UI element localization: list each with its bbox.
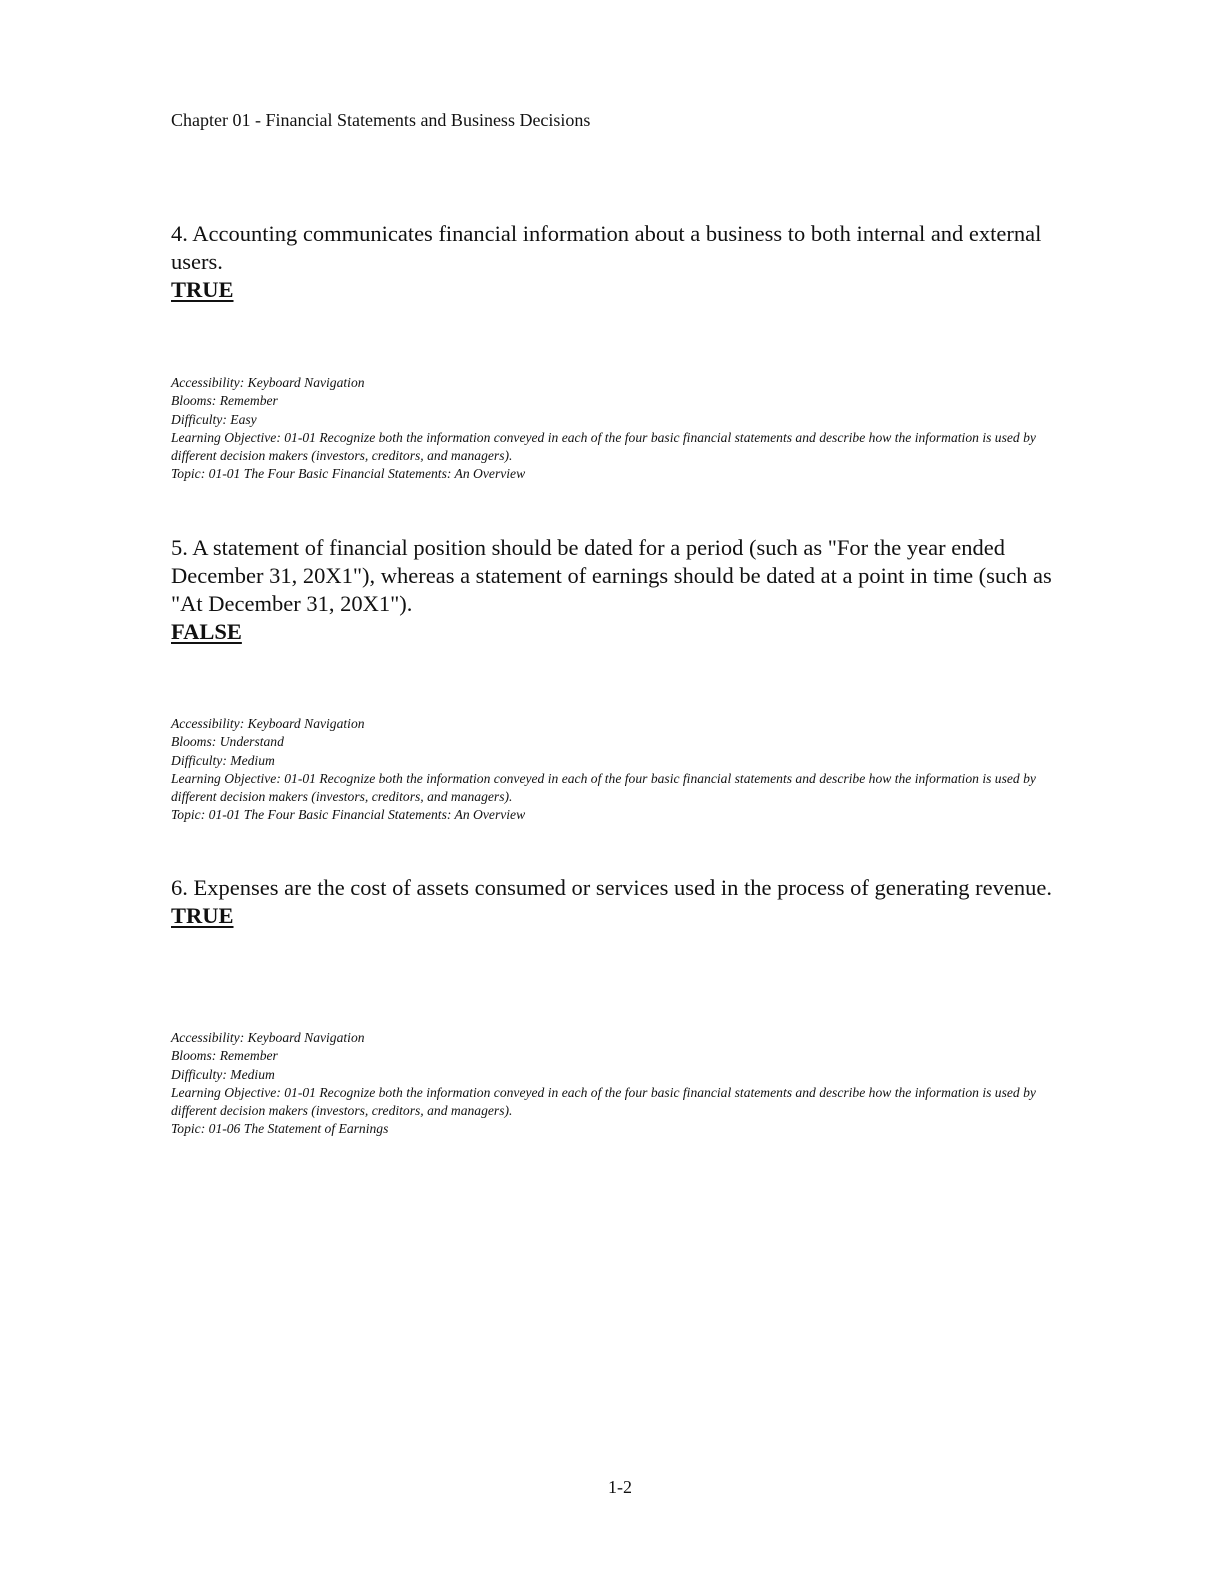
meta-blooms: Blooms: Remember [171,1048,278,1064]
answer-label: TRUE [171,903,234,928]
question-text: 6. Expenses are the cost of assets consumed or services used in the process of generating revenue. [171,875,1052,900]
meta-blooms: Blooms: Remember [171,393,278,409]
question-block [171,220,1071,304]
meta-difficulty: Difficulty: Medium [171,1066,275,1082]
meta-topic: Topic: 01-06 The Statement of Earnings [171,1121,389,1137]
meta-learning-objective: Learning Objective: 01-01 Recognize both the information conveyed in each of the four basic financial statements and describe how the information is used by different decision makers (investors, creditors, and managers). [171,429,1036,464]
meta-accessibility: Accessibility: Keyboard Navigation [171,716,365,731]
question-block [171,534,1071,646]
question-text: 5. A statement of financial position should be dated for a period (such as "For the year ended December 31, 20X1"), whereas a statement of earnings should be dated at a point in time (such as "At December 31, 20X1"). [171,535,1052,616]
question-metadata [171,1029,1071,1139]
meta-accessibility: Accessibility: Keyboard Navigation [171,375,365,390]
page-number: 1-2 [608,1477,632,1497]
meta-topic: Topic: 01-01 The Four Basic Financial Statements: An Overview [171,807,526,823]
meta-topic: Topic: 01-01 The Four Basic Financial Statements: An Overview [171,466,526,482]
question-text: 4. Accounting communicates financial information about a business to both internal and external users. [171,221,1042,274]
meta-accessibility: Accessibility: Keyboard Navigation [171,1030,365,1045]
question-metadata [171,715,1071,825]
question-metadata [171,374,1071,484]
answer-label: FALSE [171,619,242,644]
meta-learning-objective: Learning Objective: 01-01 Recognize both the information conveyed in each of the four basic financial statements and describe how the information is used by different decision makers (investors, creditors, and managers). [171,1084,1036,1119]
meta-learning-objective: Learning Objective: 01-01 Recognize both the information conveyed in each of the four basic financial statements and describe how the information is used by different decision makers (investors, creditors, and managers). [171,770,1036,805]
answer-label: TRUE [171,277,234,302]
meta-blooms: Blooms: Understand [171,734,284,750]
page-header: Chapter 01 - Financial Statements and Business Decisions [171,110,591,130]
meta-difficulty: Difficulty: Easy [171,411,257,427]
meta-difficulty: Difficulty: Medium [171,752,275,768]
question-block [171,874,1071,930]
